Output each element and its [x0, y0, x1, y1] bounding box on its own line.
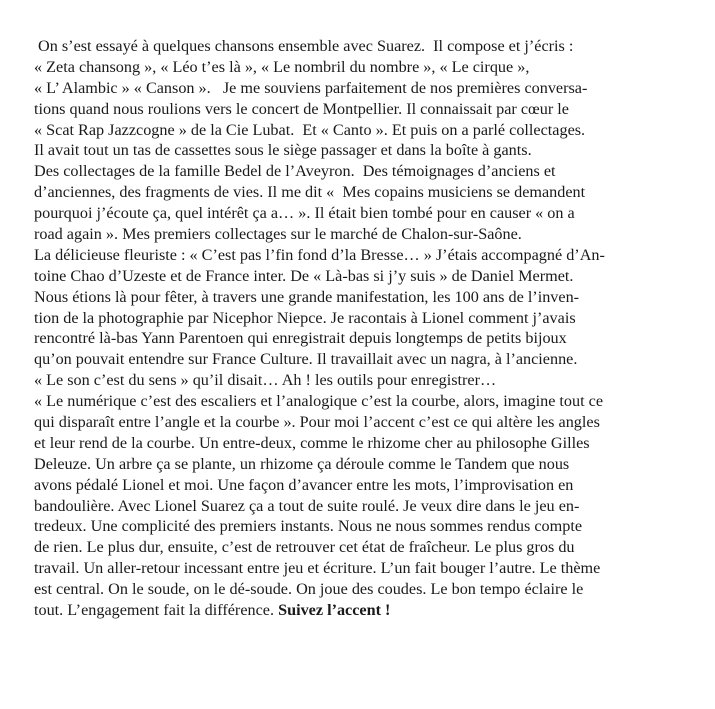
text-line: La délicieuse fleuriste : « C’est pas l’fin fond d’la Bresse… » J’étais accompagné d’An- [34, 245, 605, 264]
text-line: « Scat Rap Jazzcogne » de la Cie Lubat. Et « Canto ». Et puis on a parlé collectages. [34, 120, 586, 139]
text-line: road again ». Mes premiers collectages sur le marché de Chalon-sur-Saône. [34, 225, 522, 244]
text-line: « Le son c’est du sens » qu’il disait… Ah ! les outils pour enregistrer… [34, 371, 497, 390]
text-line: qui disparaît entre l’angle et la courbe ». Pour moi l’accent c’est ce qui altère les angles [34, 413, 600, 432]
text-line: avons pédalé Lionel et moi. Une façon d’avancer entre les mots, l’improvisation en [34, 475, 574, 494]
text-line: Deleuze. Un arbre ça se plante, un rhizome ça déroule comme le Tandem que nous [34, 454, 570, 473]
text-line: « Zeta chansong », « Léo t’es là », « Le nombril du nombre », « Le cirque », [34, 57, 530, 76]
text-line: rencontré là-bas Yann Parentoen qui enregistrait depuis longtemps de petits bijoux [34, 329, 567, 348]
text-line: est central. On le soude, on le dé-soude. On joue des coudes. Le bon tempo éclaire le [34, 580, 584, 599]
text-line: On s’est essayé à quelques chansons ensemble avec Suarez. Il compose et j’écris : [34, 37, 574, 55]
text-line: toine Chao d’Uzeste et de France inter. De « Là-bas si j’y suis » de Daniel Mermet. [34, 266, 574, 285]
last-text-line [34, 600, 674, 621]
text-line: « Le numérique c’est des escaliers et l’analogique c’est la courbe, alors, imagine tout ce [34, 392, 604, 411]
text-line: qu’on pouvait entendre sur France Culture. Il travaillait avec un nagra, à l’ancienne. [34, 350, 578, 369]
text-line: Nous étions là pour fêter, à travers une grande manifestation, les 100 ans de l’inven- [34, 287, 580, 306]
text-line: et leur rend de la courbe. Un entre-deux, comme le rhizome cher au philosophe Gilles [34, 433, 590, 452]
text-line: tions quand nous roulions vers le concert de Montpellier. Il connaissait par cœur le [34, 99, 569, 118]
closing-bold-text: Suivez l’accent ! [278, 601, 391, 620]
text-line: « L’ Alambic » « Canson ». Je me souviens parfaitement de nos premières conversa- [34, 78, 588, 97]
text-line: d’anciennes, des fragments de vies. Il me dit « Mes copains musiciens se demandent [34, 183, 586, 202]
text-line: Il avait tout un tas de cassettes sous le siège passager et dans la boîte à gants. [34, 141, 532, 160]
last-line-text: tout. L’engagement fait la différence. [34, 601, 279, 620]
text-line: de rien. Le plus dur, ensuite, c’est de retrouver cet état de fraîcheur. Le plus gros du [34, 538, 575, 557]
text-line: tredeux. Une complicité des premiers instants. Nous ne nous sommes rendus compte [34, 517, 583, 536]
text-line: Des collectages de la famille Bedel de l’Aveyron. Des témoignages d’anciens et [34, 162, 556, 181]
text-line: tion de la photographie par Nicephor Niepce. Je racontais à Lionel comment j’avais [34, 308, 576, 327]
text-line: pourquoi j’écoute ça, quel intérêt ça a… ». Il était bien tombé pour en causer « on a [34, 204, 575, 223]
text-line: bandoulière. Avec Lionel Suarez ça a tout de suite roulé. Je veux dire dans le jeu en- [34, 496, 580, 515]
article-text [34, 36, 674, 621]
text-line: travail. Un aller-retour incessant entre jeu et écriture. L’un fait bouger l’autre. Le thème [34, 559, 601, 578]
